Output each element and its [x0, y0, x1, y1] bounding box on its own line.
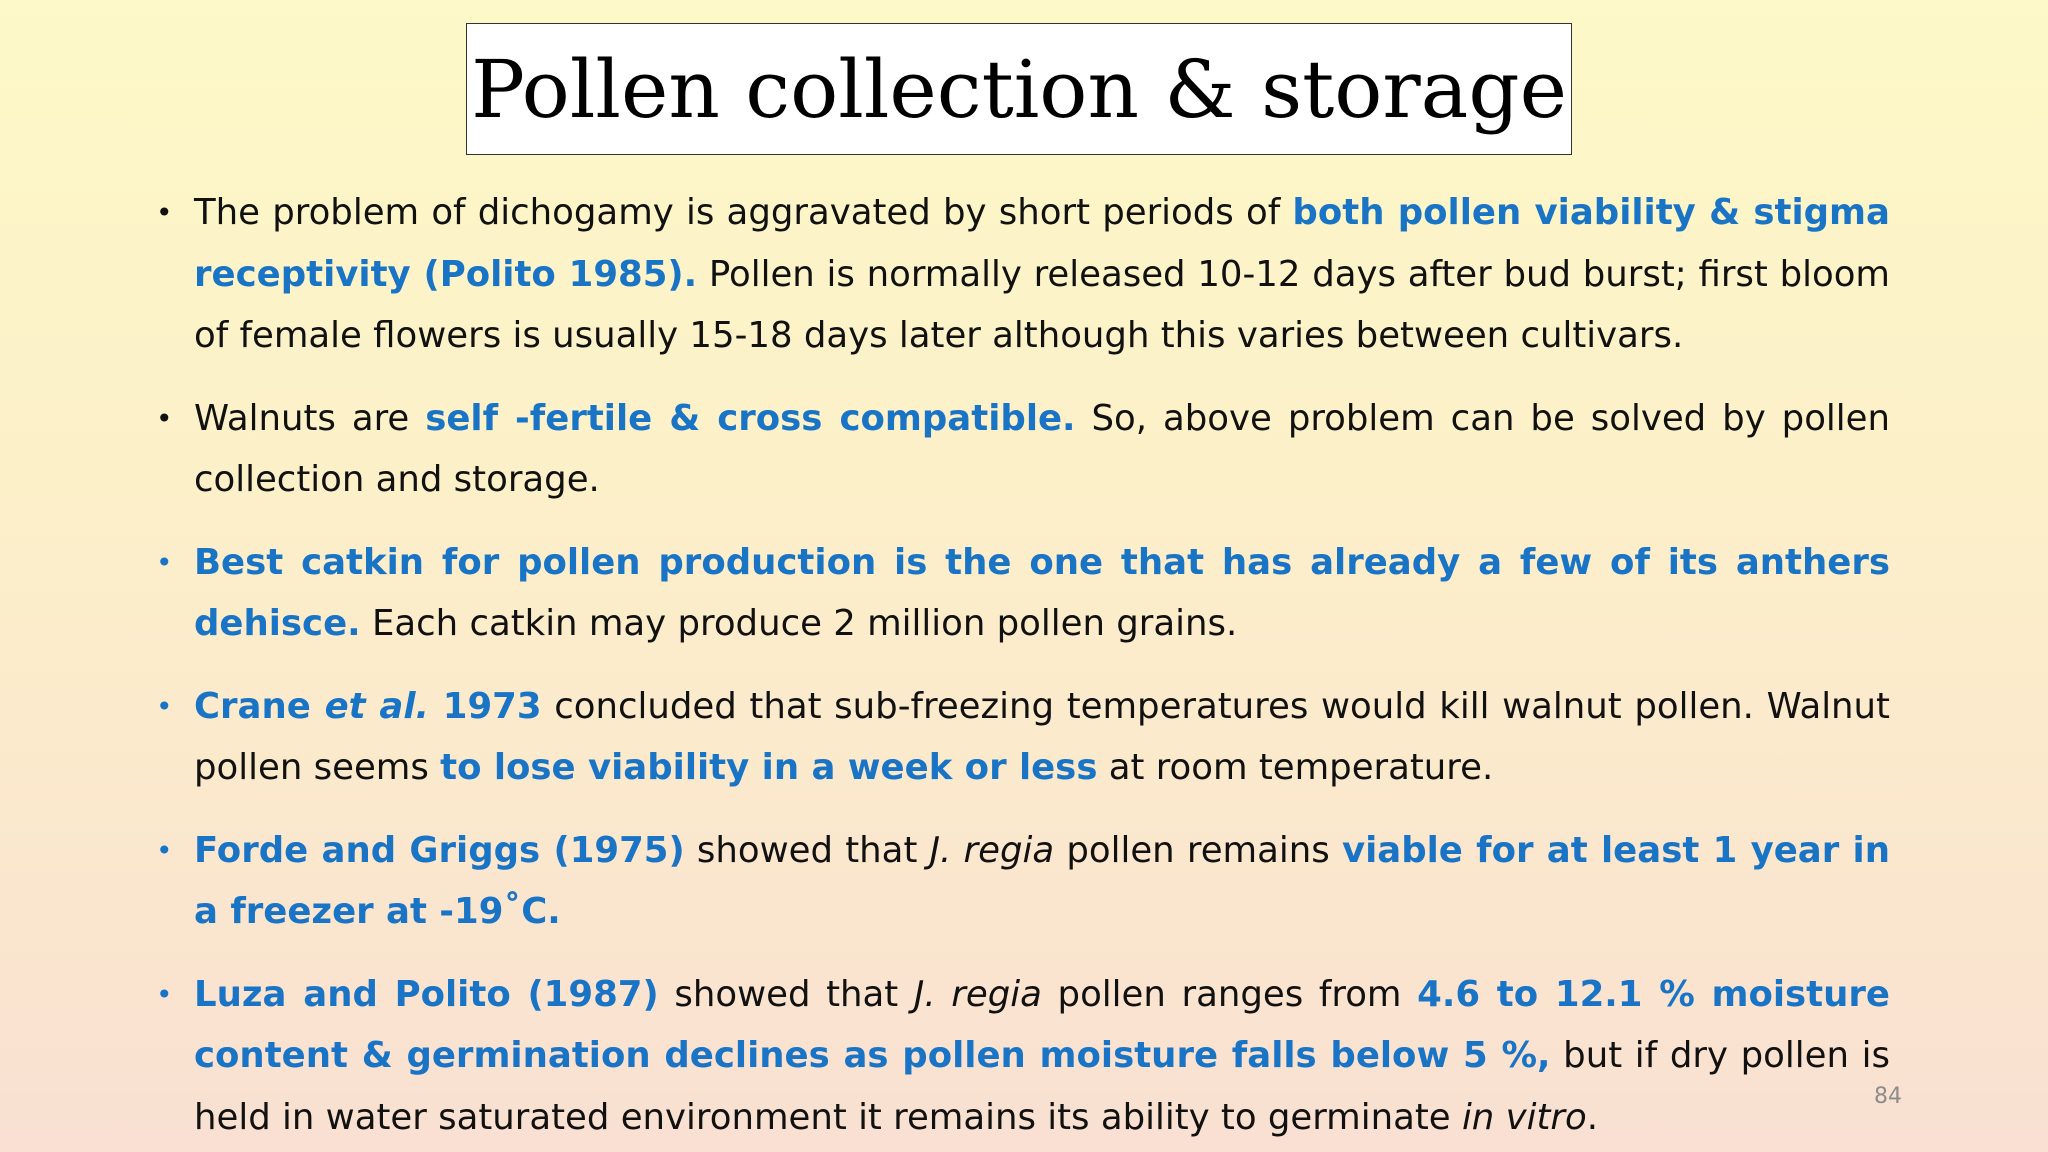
bullet-item — [148, 964, 1890, 1149]
bullet-text-segment: J. regia — [913, 973, 1042, 1015]
bullet-text-segment: showed that — [658, 973, 914, 1015]
bullet-text-segment: pollen ranges from — [1041, 973, 1418, 1015]
bullet-text-segment: 1973 — [429, 685, 542, 727]
bullet-text-segment: et al. — [324, 685, 430, 727]
bullet-text-segment: The problem of dichogamy is aggravated by short periods of — [194, 192, 1293, 233]
page-number: 84 — [1874, 1084, 1902, 1109]
title-box — [466, 23, 1572, 155]
bullet-text-segment: self -fertile & cross compatible. — [425, 397, 1076, 439]
bullet-text-segment: to lose viability in a week or less — [440, 747, 1098, 788]
bullet-dot-icon: • — [156, 977, 173, 1011]
bullet-text-segment: viable for at least 1 year in a freezer at -19˚C. — [194, 829, 1890, 932]
bullet-text-segment: both pollen viability & stigma receptivity (Polito 1985). — [194, 192, 1890, 295]
bullet-dot-icon: • — [156, 196, 173, 229]
bullet-text-segment: at room temperature. — [1097, 747, 1494, 788]
bullet-dot-icon: • — [156, 545, 173, 579]
bullet-list — [148, 182, 1890, 1148]
bullet-text-segment: 4.6 to 12.1 % moisture content & germination declines as pollen moisture falls below 5 %, — [194, 973, 1890, 1076]
bullet-item — [148, 388, 1890, 511]
bullet-dot-icon: • — [156, 833, 173, 867]
bullet-text-segment: concluded that sub-freezing temperatures would kill walnut pollen. Walnut pollen seems — [194, 685, 1890, 788]
bullet-text-segment: . — [1586, 1096, 1598, 1138]
bullet-text-segment: pollen remains — [1054, 829, 1342, 871]
bullet-text-segment: Each catkin may produce 2 million pollen grains. — [360, 603, 1238, 644]
bullet-text-segment: showed that — [684, 829, 930, 871]
bullet-text-segment: Luza and Polito (1987) — [194, 973, 659, 1015]
bullet-item — [148, 532, 1890, 655]
bullet-text-segment: J. regia — [929, 829, 1055, 871]
slide-title: Pollen collection & storage — [471, 42, 1567, 136]
bullet-item — [148, 182, 1890, 367]
bullet-text-segment: Crane — [194, 685, 325, 727]
bullet-text-segment: Best catkin for pollen production is the one that has already a few of its anthers dehisce. — [194, 541, 1890, 644]
bullet-item — [148, 820, 1890, 943]
bullet-dot-icon: • — [156, 401, 173, 435]
bullet-text-segment: Forde and Griggs (1975) — [194, 829, 685, 871]
bullet-text-segment: but if dry pollen is held in water saturated environment it remains its ability to germinate — [194, 1035, 1890, 1138]
bullet-text-segment: Pollen is normally released 10-12 days after bud burst; first bloom of female flowers is usually 15-18 days later although this varies between cultivars. — [194, 253, 1890, 356]
bullet-item — [148, 676, 1890, 799]
bullet-text-segment: So, above problem can be solved by pollen collection and storage. — [194, 397, 1890, 500]
bullet-dot-icon: • — [156, 689, 173, 723]
bullet-text-segment: in vitro — [1461, 1096, 1587, 1138]
bullet-text-segment: Walnuts are — [194, 397, 426, 439]
